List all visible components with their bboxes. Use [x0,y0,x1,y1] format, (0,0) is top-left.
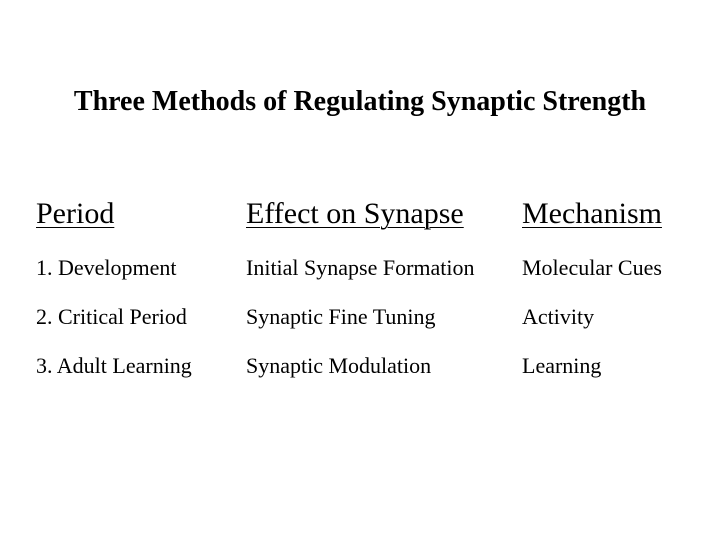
column-header-effect: Effect on Synapse [246,197,464,230]
slide-title: Three Methods of Regulating Synaptic Strength [73,86,647,117]
cell-effect-development: Initial Synapse Formation [246,255,475,280]
cell-mechanism-adult: Learning [522,353,602,378]
cell-mechanism-critical: Activity [522,304,595,329]
cell-period-development: 1. Development [36,255,177,280]
column-header-period: Period [36,197,115,230]
column-header-mechanism: Mechanism [522,197,662,230]
cell-mechanism-development: Molecular Cues [522,255,662,280]
cell-period-critical: 2. Critical Period [36,304,187,329]
cell-period-adult: 3. Adult Learning [36,353,192,378]
cell-effect-adult: Synaptic Modulation [246,353,432,378]
cell-effect-critical: Synaptic Fine Tuning [246,304,436,329]
